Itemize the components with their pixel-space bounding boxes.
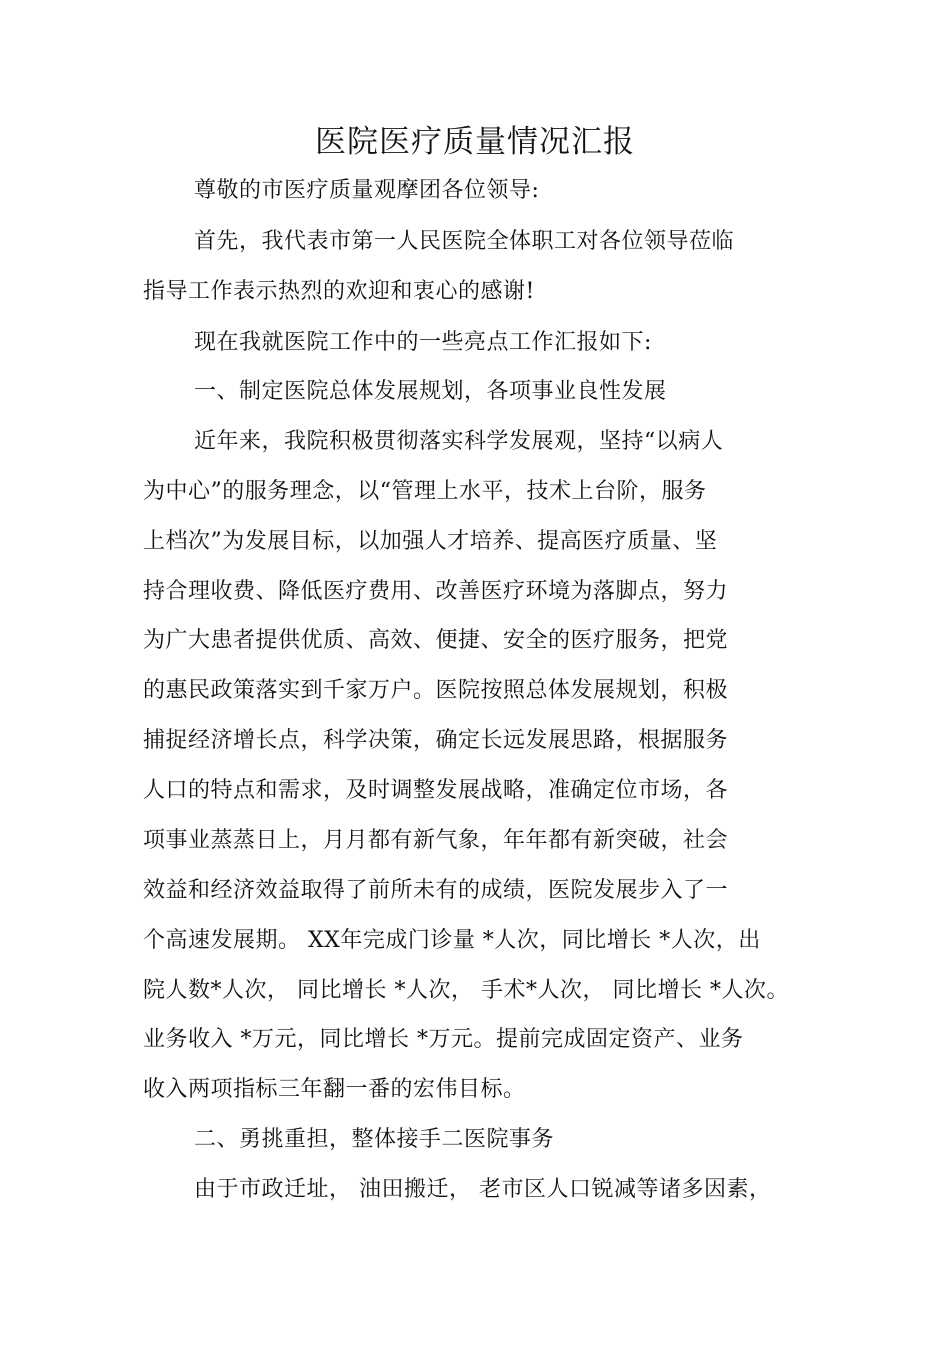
paragraph-line: 项事业蒸蒸日上，月月都有新气象，年年都有新突破，社会 [143,828,729,853]
paragraph-line: 收入两项指标三年翻一番的宏伟目标。 [143,1077,526,1102]
paragraph-line: 由于市政迁址， 油田搬迁， 老市区人口锐减等诸多因素， [194,1177,772,1202]
section-heading-1: 一、制定医院总体发展规划，各项事业良性发展 [194,379,667,404]
paragraph-line: 捕捉经济增长点，科学决策，确定长远发展思路，根据服务 [143,728,729,753]
document-title: 医院医疗质量情况汇报 [315,124,635,160]
paragraph-line: 现在我就医院工作中的一些亮点工作汇报如下: [194,330,652,355]
paragraph-line: 为中心”的服务理念，以“管理上水平，技术上台阶，服务 [143,479,707,504]
paragraph-line: 为广大患者提供优质、高效、便捷、安全的医疗服务，把党 [143,628,729,653]
paragraph-line: 的惠民政策落实到千家万户。医院按照总体发展规划，积极 [143,678,729,703]
paragraph-line: 效益和经济效益取得了前所未有的成绩，医院发展步入了一 [143,878,729,903]
paragraph-line: 近年来，我院积极贯彻落实科学发展观，坚持“以病人 [194,429,724,454]
paragraph-line: 指导工作表示热烈的欢迎和衷心的感谢! [143,279,535,304]
paragraph-line: 业务收入 *万元，同比增长 *万元。提前完成固定资产、业务 [143,1027,744,1052]
paragraph-line: 上档次”为发展目标，以加强人才培养、提高医疗质量、坚 [143,529,718,554]
salutation: 尊敬的市医疗质量观摩团各位领导: [194,178,540,203]
paragraph-line: 首先，我代表市第一人民医院全体职工对各位领导莅临 [194,229,735,254]
paragraph-line: 个高速发展期。 XX年完成门诊量 *人次，同比增长 *人次，出 [143,928,761,953]
paragraph-line: 院人数*人次， 同比增长 *人次， 手术*人次， 同比增长 *人次。 [143,978,789,1003]
section-heading-2: 二、勇挑重担，整体接手二医院事务 [194,1127,555,1152]
paragraph-line: 人口的特点和需求，及时调整发展战略，准确定位市场，各 [143,778,729,803]
paragraph-line: 持合理收费、降低医疗费用、改善医疗环境为落脚点，努力 [143,579,729,604]
